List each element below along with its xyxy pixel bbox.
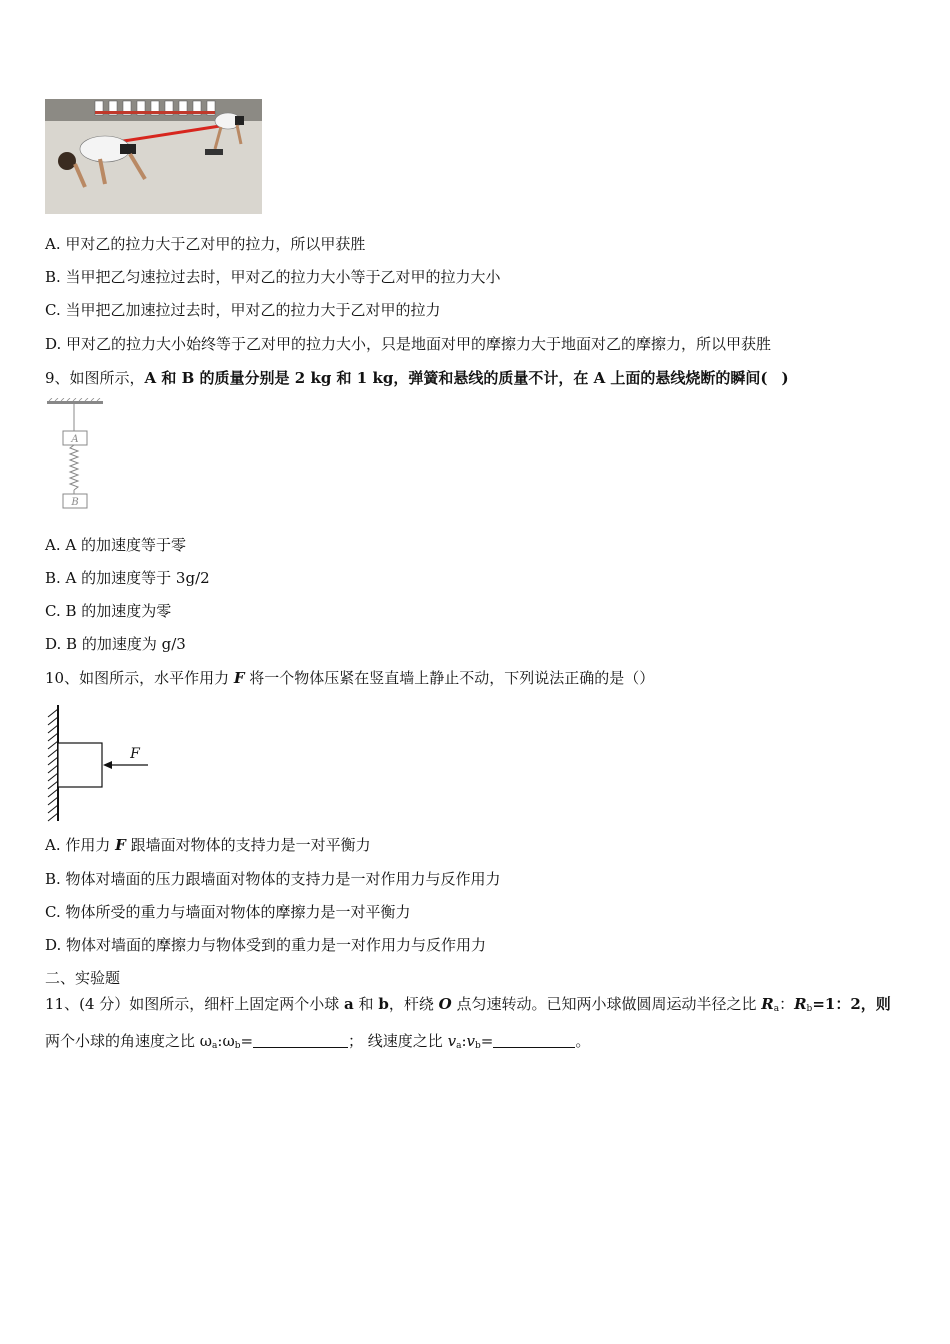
q10-option-a-text: A. 作用力 — [45, 836, 116, 854]
q9-mass-a: 2 kg — [294, 369, 332, 387]
q11-sub: b — [806, 1004, 813, 1014]
force-label: F — [130, 746, 140, 762]
tug-of-war-photo — [45, 99, 262, 214]
q11-text: :ω — [217, 1032, 235, 1050]
q11-stem-line2 — [45, 1031, 590, 1056]
q10-stem-text: 10、如图所示，水平作用力 — [45, 669, 234, 687]
q10-option-b: B. 物体对墙面的压力跟墙面对物体的支持力是一对作用力与反作用力 — [45, 870, 501, 888]
q11-v: v — [466, 1032, 475, 1050]
answer-blank-angular[interactable] — [253, 1033, 348, 1048]
q11-text: = — [240, 1032, 254, 1050]
q10-stem — [45, 668, 654, 688]
spring-diagram — [45, 398, 105, 513]
q9-stem-var-b: B — [181, 369, 195, 387]
q9-stem-var-a2: A — [593, 369, 606, 387]
q9-stem — [45, 368, 789, 388]
q11-sub: a — [456, 1041, 462, 1051]
q11-text: ： — [779, 995, 795, 1013]
q11-text: 。 — [575, 1032, 591, 1050]
q9-option-a: A. A 的加速度等于零 — [45, 536, 186, 554]
q9-stem-paren: ) — [781, 369, 789, 387]
spring-label-b: B — [71, 497, 79, 508]
q10-option-a-var: F — [115, 836, 126, 854]
q11-ratio: =1：2，则 — [812, 995, 891, 1013]
q11-text: = — [480, 1032, 494, 1050]
q11-text: 两个小球的角速度之比 ω — [45, 1032, 213, 1050]
answer-blank-linear[interactable] — [493, 1033, 575, 1048]
q11-text: ； 线速度之比 — [348, 1032, 448, 1050]
spring-label-a: A — [71, 434, 79, 445]
q11-radius-a: R — [761, 995, 774, 1013]
q10-option-a-text: 跟墙面对物体的支持力是一对平衡力 — [125, 836, 371, 854]
q11-sub: a — [773, 1004, 780, 1014]
q8-option-b: B. 当甲把乙匀速拉过去时，甲对乙的拉力大小等于乙对甲的拉力大小 — [45, 268, 501, 286]
q10-force-var: F — [233, 669, 245, 687]
q9-stem-var-a: A — [144, 369, 157, 387]
q9-stem-text: 和 — [156, 369, 182, 387]
q11-v: v — [447, 1032, 457, 1050]
q11-pivot-o: O — [438, 995, 452, 1013]
q10-stem-text: 将一个物体压紧在竖直墙上静止不动，下列说法正确的是（） — [244, 669, 655, 687]
q9-stem-text: 上面的悬线烧断的瞬间( — [605, 369, 768, 387]
q10-option-c: C. 物体所受的重力与墙面对物体的摩擦力是一对平衡力 — [45, 903, 411, 921]
wall-block-diagram — [40, 703, 155, 823]
q8-option-a: A. 甲对乙的拉力大于乙对甲的拉力，所以甲获胜 — [45, 235, 366, 253]
q11-text: 11、(4 分）如图所示，细杆上固定两个小球 — [45, 995, 345, 1013]
q9-option-c: C. B 的加速度为零 — [45, 602, 172, 620]
q9-stem-text: ，弹簧和悬线的质量不计，在 — [393, 369, 594, 387]
section-title: 二、实验题 — [45, 969, 121, 987]
q10-option-d: D. 物体对墙面的摩擦力与物体受到的重力是一对作用力与反作用力 — [45, 936, 487, 954]
q9-stem-text: 和 — [331, 369, 357, 387]
q11-radius-b: R — [794, 995, 807, 1013]
q9-option-d: D. B 的加速度为 g/3 — [45, 635, 186, 653]
q9-stem-text: 9、如图所示， — [45, 369, 145, 387]
q11-ball-b: b — [378, 995, 389, 1013]
q9-option-b: B. A 的加速度等于 3g/2 — [45, 569, 210, 587]
q11-text: 点匀速转动。已知两小球做圆周运动半径之比 — [451, 995, 762, 1013]
q11-ball-a: a — [344, 995, 354, 1013]
q8-option-d: D. 甲对乙的拉力大小始终等于乙对甲的拉力大小，只是地面对甲的摩擦力大于地面对乙的摩擦力，所以甲获胜 — [45, 335, 772, 353]
q11-text: : — [461, 1032, 467, 1050]
q8-option-c: C. 当甲把乙加速拉过去时，甲对乙的拉力大于乙对甲的拉力 — [45, 301, 441, 319]
q11-sub: b — [234, 1041, 241, 1051]
q9-mass-b: 1 kg — [356, 369, 394, 387]
q11-text: 和 — [353, 995, 379, 1013]
q10-option-a — [45, 835, 371, 855]
q11-sub: a — [212, 1041, 218, 1051]
q11-stem-line1 — [45, 994, 891, 1019]
q11-sub: b — [474, 1041, 481, 1051]
q11-text: ，杆绕 — [388, 995, 439, 1013]
q9-stem-text: 的质量分别是 — [194, 369, 295, 387]
